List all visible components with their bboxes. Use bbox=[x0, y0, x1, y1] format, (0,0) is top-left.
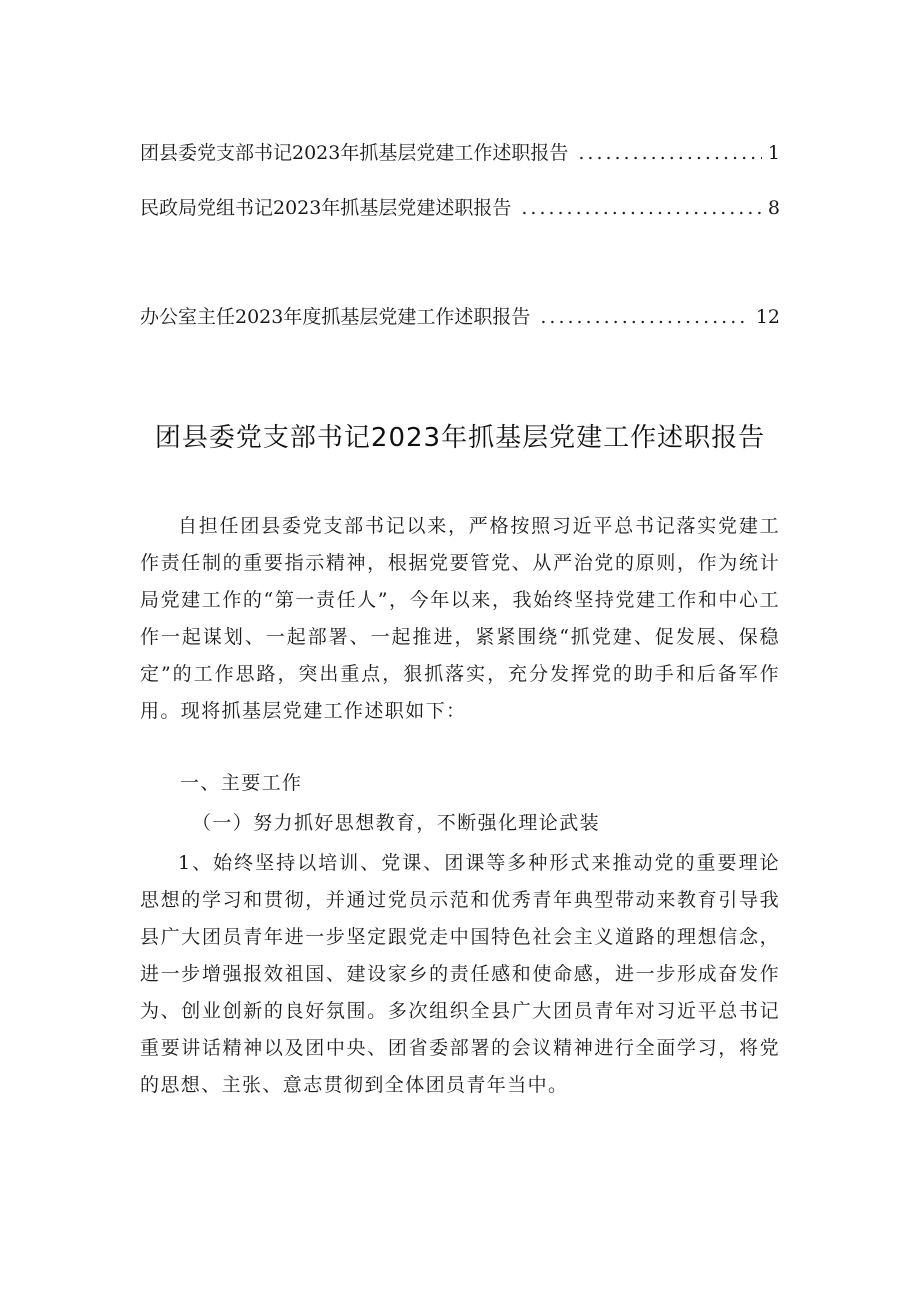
toc-dot-leader bbox=[521, 196, 762, 220]
section-heading: 一、主要工作 bbox=[180, 772, 303, 794]
toc-entry-page: 8 bbox=[767, 197, 780, 219]
toc-entry-page: 12 bbox=[755, 306, 780, 328]
toc-entry[interactable] bbox=[140, 305, 780, 329]
toc-dot-leader bbox=[578, 141, 762, 165]
toc-entry-page: 1 bbox=[767, 142, 780, 164]
item-paragraph: 1、始终坚持以培训、党课、团课等多种形式来推动党的重要理论思想的学习和贯彻，并通过党员示范和优秀青年典型带动来教育引导我县广大团员青年进一步坚定跟党走中国特色社会主义道路的理想信念，进一步增强报效祖国、建设家乡的责任感和使命感，进一步形成奋发作为、创业创新的良好氛围。多次组织全县广大团员青年对习近平总书记重要讲话精神以及团中央、团省委部署的会议精神进行全面学习，将党的思想、主张、意志贯彻到全体团员青年当中。 bbox=[140, 852, 780, 1096]
toc-entry[interactable] bbox=[140, 196, 780, 220]
intro-paragraph: 自担任团县委党支部书记以来，严格按照习近平总书记落实党建工作责任制的重要指示精神，根据党要管党、从严治党的原则，作为统计局党建工作的“第一责任人”，今年以来，我始终坚持党建工作和中心工作一起谋划、一起部署、一起推进，紧紧围绕“抓党建、促发展、保稳定”的工作思路，突出重点，狠抓落实，充分发挥党的助手和后备军作用。现将抓基层党建工作述职如下： bbox=[140, 515, 780, 722]
document-title: 团县委党支部书记2023年抓基层党建工作述职报告 bbox=[154, 423, 766, 453]
toc-entry[interactable] bbox=[140, 141, 780, 165]
subsection-heading: （一）努力抓好思想教育，不断强化理论武装 bbox=[192, 812, 601, 834]
toc-entry-title: 团县委党支部书记2023年抓基层党建工作述职报告 bbox=[140, 142, 569, 164]
toc-entry-title: 办公室主任2023年度抓基层党建工作述职报告 bbox=[140, 306, 531, 328]
toc-entry-title: 民政局党组书记2023年抓基层党建述职报告 bbox=[140, 197, 512, 219]
toc-dot-leader bbox=[540, 305, 749, 329]
